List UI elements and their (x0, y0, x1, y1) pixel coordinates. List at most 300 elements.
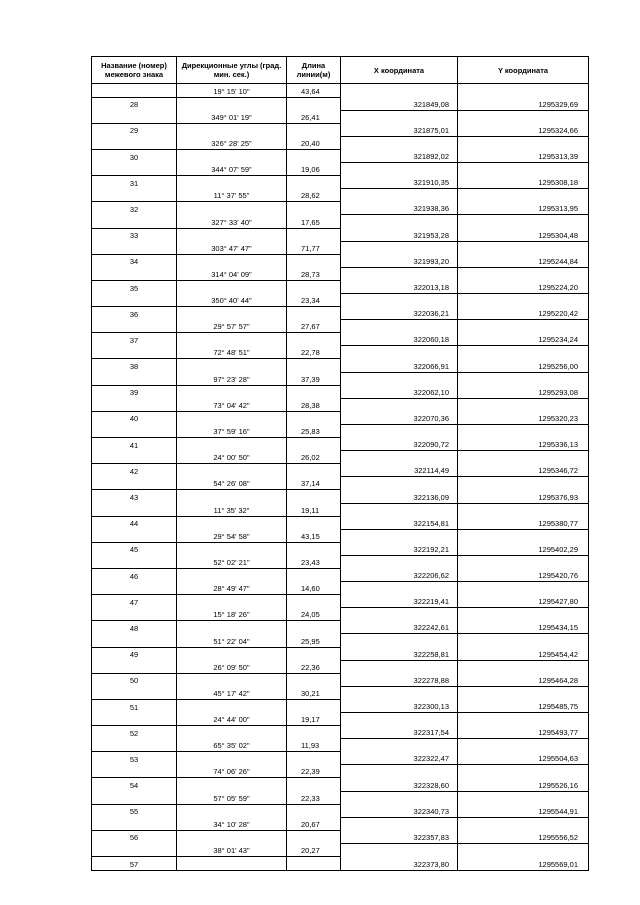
line-length: 20,27 (287, 843, 341, 856)
length-cell (287, 307, 341, 320)
directional-angle: 11° 37' 55" (177, 189, 287, 202)
y-cell (458, 529, 589, 542)
y-coordinate: 1295313,39 (458, 149, 589, 162)
y-coordinate: 1295329,69 (458, 97, 589, 110)
y-coordinate: 1295464,28 (458, 673, 589, 686)
x-cell (341, 136, 458, 149)
x-coordinate: 321953,28 (341, 228, 458, 241)
x-cell (341, 660, 458, 673)
marker-cell (92, 634, 177, 647)
y-coordinate: 1295556,52 (458, 830, 589, 843)
marker-cell (92, 713, 177, 726)
marker-cell (92, 215, 177, 228)
y-coordinate: 1295485,75 (458, 699, 589, 712)
x-coordinate: 322206,62 (341, 568, 458, 581)
table-row-point (92, 830, 589, 843)
marker-cell (92, 451, 177, 464)
table-row-point (92, 176, 589, 189)
marker-number: 56 (92, 830, 177, 843)
angle-cell (177, 595, 287, 608)
header-line-length: Длина линии(м) (287, 57, 341, 84)
y-cell (458, 136, 589, 149)
angle-cell (177, 621, 287, 634)
y-cell (458, 451, 589, 464)
x-coordinate: 321938,36 (341, 202, 458, 215)
line-length: 37,39 (287, 372, 341, 385)
directional-angle: 26° 09' 50" (177, 660, 287, 673)
table-row-segment (92, 503, 589, 516)
marker-cell (92, 294, 177, 307)
x-cell (341, 477, 458, 490)
angle-cell (177, 778, 287, 791)
x-coordinate: 322060,18 (341, 333, 458, 346)
angle-cell (177, 228, 287, 241)
x-coordinate: 322242,61 (341, 621, 458, 634)
length-cell (287, 726, 341, 739)
marker-number: 54 (92, 778, 177, 791)
angle-cell (177, 568, 287, 581)
y-cell (458, 582, 589, 595)
x-coordinate: 321849,08 (341, 97, 458, 110)
marker-number: 40 (92, 411, 177, 424)
line-length: 22,33 (287, 791, 341, 804)
y-cell (458, 215, 589, 228)
marker-cell (92, 267, 177, 280)
table-row-segment (92, 765, 589, 778)
y-cell (458, 739, 589, 752)
marker-number: 52 (92, 726, 177, 739)
marker-cell (92, 843, 177, 856)
angle-cell (177, 202, 287, 215)
x-coordinate: 322154,81 (341, 516, 458, 529)
angle-cell (177, 254, 287, 267)
angle-cell (177, 726, 287, 739)
table-row-point (92, 228, 589, 241)
marker-cell (92, 398, 177, 411)
angle-cell (177, 411, 287, 424)
boundary-coordinates-table (91, 56, 589, 871)
y-coordinate: 1295434,15 (458, 621, 589, 634)
table-row-point (92, 516, 589, 529)
header-x-coordinate: X координата (341, 57, 458, 84)
length-cell: 43,64 (287, 84, 341, 98)
line-length: 20,67 (287, 817, 341, 830)
directional-angle: 72° 48' 51" (177, 346, 287, 359)
y-cell (458, 424, 589, 437)
table-row-segment (92, 267, 589, 280)
y-coordinate: 1295569,01 (458, 857, 589, 871)
x-cell (341, 294, 458, 307)
y-cell (458, 686, 589, 699)
table-row-point (92, 385, 589, 398)
length-cell (287, 490, 341, 503)
directional-angle: 54° 26' 08" (177, 477, 287, 490)
directional-angle: 326° 28' 25" (177, 136, 287, 149)
angle-cell (177, 490, 287, 503)
length-cell (287, 542, 341, 555)
x-cell (341, 84, 458, 98)
marker-cell (92, 163, 177, 176)
table-row-point (92, 699, 589, 712)
x-coordinate: 322066,91 (341, 359, 458, 372)
table-row-point (92, 438, 589, 451)
y-coordinate: 1295402,29 (458, 542, 589, 555)
y-coordinate: 1295293,08 (458, 385, 589, 398)
x-cell (341, 267, 458, 280)
marker-number: 43 (92, 490, 177, 503)
directional-angle: 57° 05' 59" (177, 791, 287, 804)
x-coordinate: 322300,13 (341, 699, 458, 712)
angle-cell (177, 673, 287, 686)
angle-cell (177, 176, 287, 189)
length-cell (287, 778, 341, 791)
line-length: 24,05 (287, 608, 341, 621)
angle-cell (177, 307, 287, 320)
x-coordinate: 322278,88 (341, 673, 458, 686)
x-cell (341, 555, 458, 568)
marker-number: 30 (92, 149, 177, 162)
y-cell (458, 241, 589, 254)
directional-angle: 28° 49' 47" (177, 582, 287, 595)
x-cell (341, 713, 458, 726)
x-cell (341, 843, 458, 856)
marker-number: 35 (92, 280, 177, 293)
line-length: 17,65 (287, 215, 341, 228)
length-cell (287, 857, 341, 871)
line-length: 22,78 (287, 346, 341, 359)
y-cell (458, 189, 589, 202)
table-row-point (92, 149, 589, 162)
table-row-segment (92, 529, 589, 542)
table-row-point (92, 752, 589, 765)
x-cell (341, 372, 458, 385)
table-row-point (92, 490, 589, 503)
table-row-segment (92, 713, 589, 726)
length-cell (287, 568, 341, 581)
marker-number: 39 (92, 385, 177, 398)
length-cell (287, 149, 341, 162)
y-coordinate: 1295544,91 (458, 804, 589, 817)
length-cell (287, 516, 341, 529)
x-coordinate: 321910,35 (341, 176, 458, 189)
y-coordinate: 1295220,42 (458, 307, 589, 320)
table-row-segment (92, 163, 589, 176)
y-cell (458, 660, 589, 673)
table-row-segment (92, 660, 589, 673)
marker-cell (92, 686, 177, 699)
x-cell (341, 215, 458, 228)
x-cell (341, 582, 458, 595)
directional-angle: 52° 02' 21" (177, 555, 287, 568)
table-row-point (92, 804, 589, 817)
directional-angle: 349° 01' 19" (177, 110, 287, 123)
directional-angle: 24° 00' 50" (177, 451, 287, 464)
marker-cell (92, 503, 177, 516)
table-row-segment (92, 372, 589, 385)
marker-number: 45 (92, 542, 177, 555)
table-row-point (92, 857, 589, 871)
line-length: 26,41 (287, 110, 341, 123)
marker-cell (92, 739, 177, 752)
line-length: 28,38 (287, 398, 341, 411)
table-row-segment (92, 189, 589, 202)
length-cell (287, 752, 341, 765)
directional-angle: 344° 07' 59" (177, 163, 287, 176)
table-row-point (92, 621, 589, 634)
line-length: 25,83 (287, 424, 341, 437)
y-cell (458, 503, 589, 516)
table-row-point (92, 280, 589, 293)
table-row-segment (92, 294, 589, 307)
marker-cell (92, 346, 177, 359)
y-cell (458, 791, 589, 804)
header-directional-angle: Дирекционные углы (град. мин. сек.) (177, 57, 287, 84)
directional-angle: 74° 06' 26" (177, 765, 287, 778)
directional-angle: 24° 44' 00" (177, 713, 287, 726)
marker-number: 41 (92, 438, 177, 451)
y-coordinate: 1295380,77 (458, 516, 589, 529)
y-cell (458, 163, 589, 176)
marker-number: 42 (92, 464, 177, 477)
y-coordinate: 1295224,20 (458, 280, 589, 293)
y-coordinate: 1295420,76 (458, 568, 589, 581)
table-row-point (92, 568, 589, 581)
marker-cell (92, 189, 177, 202)
length-cell (287, 464, 341, 477)
x-cell (341, 346, 458, 359)
directional-angle: 37° 59' 16" (177, 424, 287, 437)
directional-angle: 350° 40' 44" (177, 294, 287, 307)
line-length: 30,21 (287, 686, 341, 699)
angle-cell (177, 333, 287, 346)
table-row-point (92, 411, 589, 424)
directional-angle: 29° 54' 58" (177, 529, 287, 542)
marker-number: 33 (92, 228, 177, 241)
x-coordinate: 321993,20 (341, 254, 458, 267)
line-length: 23,34 (287, 294, 341, 307)
directional-angle: 45° 17' 42" (177, 686, 287, 699)
table-row-segment (92, 84, 589, 98)
length-cell (287, 228, 341, 241)
directional-angle: 65° 35' 02" (177, 739, 287, 752)
angle-cell (177, 438, 287, 451)
x-coordinate: 322036,21 (341, 307, 458, 320)
marker-cell (92, 608, 177, 621)
angle-cell (177, 752, 287, 765)
marker-cell (92, 424, 177, 437)
marker-cell (92, 136, 177, 149)
directional-angle: 303° 47' 47" (177, 241, 287, 254)
marker-cell (92, 477, 177, 490)
table-row-segment (92, 686, 589, 699)
x-coordinate: 322136,09 (341, 490, 458, 503)
length-cell (287, 673, 341, 686)
y-coordinate: 1295320,23 (458, 411, 589, 424)
table-row-segment (92, 791, 589, 804)
angle-cell (177, 804, 287, 817)
x-cell (341, 765, 458, 778)
table-row-point (92, 595, 589, 608)
x-coordinate: 322192,21 (341, 542, 458, 555)
x-coordinate: 321892,02 (341, 149, 458, 162)
length-cell (287, 176, 341, 189)
table-row-segment (92, 608, 589, 621)
angle-cell (177, 516, 287, 529)
table-row-point (92, 202, 589, 215)
table-body (92, 84, 589, 871)
line-length: 28,73 (287, 267, 341, 280)
line-length: 22,39 (287, 765, 341, 778)
length-cell (287, 123, 341, 136)
angle-cell (177, 647, 287, 660)
length-cell (287, 333, 341, 346)
x-coordinate: 322322,47 (341, 752, 458, 765)
directional-angle: 73° 04' 42" (177, 398, 287, 411)
directional-angle: 34° 10' 28" (177, 817, 287, 830)
directional-angle: 97° 23' 28" (177, 372, 287, 385)
table-row-segment (92, 424, 589, 437)
y-coordinate: 1295304,48 (458, 228, 589, 241)
x-cell (341, 634, 458, 647)
y-cell (458, 713, 589, 726)
marker-cell (92, 765, 177, 778)
y-cell (458, 477, 589, 490)
directional-angle: 51° 22' 04" (177, 634, 287, 647)
y-coordinate: 1295244,84 (458, 254, 589, 267)
marker-number: 48 (92, 621, 177, 634)
line-length: 71,77 (287, 241, 341, 254)
x-coordinate: 321875,01 (341, 123, 458, 136)
angle-cell (177, 464, 287, 477)
y-coordinate: 1295454,42 (458, 647, 589, 660)
x-cell (341, 529, 458, 542)
y-coordinate: 1295256,00 (458, 359, 589, 372)
table-row-segment (92, 634, 589, 647)
length-cell (287, 254, 341, 267)
table-row-segment (92, 110, 589, 123)
table-row-segment (92, 320, 589, 333)
marker-number: 28 (92, 97, 177, 110)
x-cell (341, 241, 458, 254)
table-header-row (92, 57, 589, 84)
y-cell (458, 110, 589, 123)
y-coordinate: 1295324,66 (458, 123, 589, 136)
length-cell (287, 411, 341, 424)
marker-number: 57 (92, 857, 177, 871)
marker-number: 34 (92, 254, 177, 267)
x-coordinate: 322013,18 (341, 280, 458, 293)
y-coordinate: 1295427,80 (458, 595, 589, 608)
x-cell (341, 451, 458, 464)
x-coordinate: 322357,83 (341, 830, 458, 843)
line-length: 14,60 (287, 582, 341, 595)
length-cell (287, 804, 341, 817)
y-cell (458, 765, 589, 778)
marker-cell (92, 529, 177, 542)
x-cell (341, 110, 458, 123)
line-length: 37,14 (287, 477, 341, 490)
y-coordinate: 1295346,72 (458, 464, 589, 477)
table-row-point (92, 333, 589, 346)
line-length: 19,11 (287, 503, 341, 516)
length-cell (287, 385, 341, 398)
marker-cell (92, 582, 177, 595)
header-y-coordinate: Y координата (458, 57, 589, 84)
length-cell (287, 280, 341, 293)
marker-number: 29 (92, 123, 177, 136)
table-row-point (92, 542, 589, 555)
y-coordinate: 1295376,93 (458, 490, 589, 503)
table-row-segment (92, 241, 589, 254)
table-row-point (92, 673, 589, 686)
y-cell (458, 608, 589, 621)
x-coordinate: 322090,72 (341, 438, 458, 451)
table-row-point (92, 254, 589, 267)
angle-cell (177, 385, 287, 398)
length-cell (287, 438, 341, 451)
y-cell (458, 398, 589, 411)
y-cell (458, 294, 589, 307)
length-cell (287, 202, 341, 215)
y-cell (458, 817, 589, 830)
table-row-segment (92, 477, 589, 490)
table-row-segment (92, 215, 589, 228)
directional-angle: 38° 01' 43" (177, 843, 287, 856)
table-row-point (92, 123, 589, 136)
y-coordinate: 1295504,63 (458, 752, 589, 765)
x-cell (341, 398, 458, 411)
marker-number: 53 (92, 752, 177, 765)
directional-angle: 15° 18' 26" (177, 608, 287, 621)
y-coordinate: 1295336,13 (458, 438, 589, 451)
table-row-segment (92, 817, 589, 830)
y-coordinate: 1295526,16 (458, 778, 589, 791)
table-row-segment (92, 398, 589, 411)
angle-cell: 19° 15' 10" (177, 84, 287, 98)
angle-cell (177, 359, 287, 372)
y-cell (458, 555, 589, 568)
y-cell (458, 267, 589, 280)
length-cell (287, 830, 341, 843)
x-coordinate: 322328,60 (341, 778, 458, 791)
y-coordinate: 1295308,18 (458, 176, 589, 189)
x-cell (341, 163, 458, 176)
line-length: 19,17 (287, 713, 341, 726)
x-cell (341, 686, 458, 699)
y-coordinate: 1295493,77 (458, 726, 589, 739)
marker-cell (92, 110, 177, 123)
marker-number: 38 (92, 359, 177, 372)
x-cell (341, 739, 458, 752)
angle-cell (177, 857, 287, 871)
angle-cell (177, 149, 287, 162)
marker-cell (92, 372, 177, 385)
marker-cell (92, 555, 177, 568)
table-row-point (92, 778, 589, 791)
angle-cell (177, 123, 287, 136)
table-row-point (92, 464, 589, 477)
table-row-segment (92, 346, 589, 359)
marker-cell (92, 241, 177, 254)
x-coordinate: 322219,41 (341, 595, 458, 608)
x-coordinate: 322070,36 (341, 411, 458, 424)
x-coordinate: 322258,81 (341, 647, 458, 660)
directional-angle: 29° 57' 57" (177, 320, 287, 333)
table-row-segment (92, 136, 589, 149)
angle-cell (177, 97, 287, 110)
y-cell (458, 634, 589, 647)
line-length: 26,02 (287, 451, 341, 464)
